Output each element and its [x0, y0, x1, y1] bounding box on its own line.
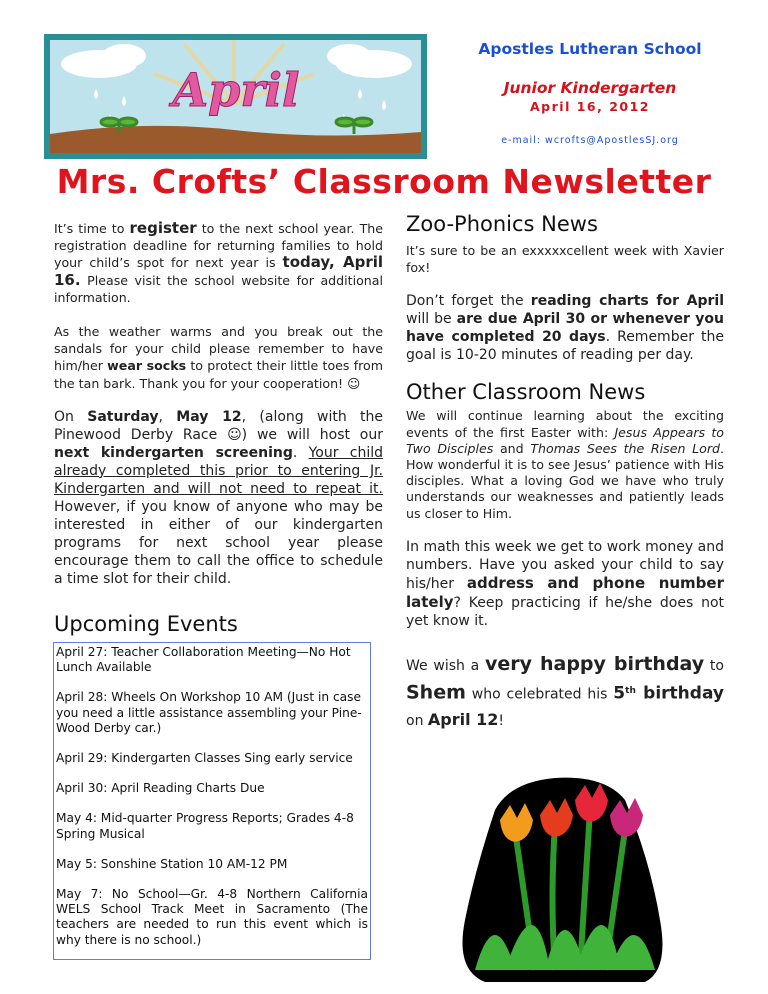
april-banner [44, 34, 427, 159]
birthday-paragraph: We wish a very happy birthday to Shem who celebrated his 5th birthday on April 12! [406, 652, 724, 730]
screening-paragraph: On Saturday, May 12, (along with the Pinewood Derby Race ☺) we will host our next kindergarten screening. Your child already completed this prior to entering Jr. Kindergarten and will not need to repeat it. However, if you know of anyone who may be interested in either of our kindergarten programs for next school year please encourage them to call the office to schedule a time slot for their child. [54, 408, 384, 587]
other-news-heading: Other Classroom News [406, 380, 646, 405]
event-item: April 29: Kindergarten Classes Sing early service [56, 751, 353, 766]
events-box [53, 642, 371, 960]
event-item: April 27: Teacher Collaboration Meeting—No Hot Lunch Available [56, 645, 351, 675]
svg-text:April: April [172, 63, 300, 117]
zoo-paragraph-2: Don’t forget the reading charts for April will be are due April 30 or whenever you have completed 20 days. Remember the goal is 10-20 minutes of reading per day. [406, 293, 725, 364]
newsletter-title: Mrs. Crofts’ Classroom Newsletter [56, 162, 712, 201]
email-address[interactable]: e-mail: wcrofts@ApostlesSJ.org [501, 135, 679, 146]
newsletter-date: April 16, 2012 [530, 99, 650, 114]
tulips-illustration [455, 770, 670, 985]
zoo-phonics-heading: Zoo-Phonics News [406, 212, 598, 236]
school-name: Apostles Lutheran School [478, 40, 702, 58]
event-item: May 4: Mid-quarter Progress Reports; Grades 4-8 Spring Musical [56, 811, 354, 841]
event-item: May 7: No School—Gr. 4-8 Northern California WELS School Track Meet in Sacramento (The teachers are needed to run this event which is why there is no school.) [56, 887, 368, 947]
registration-paragraph: It’s time to register to the next school year. The registration deadline for returning families to hold your child’s spot for next year is today, April 16. Please visit the school website for additional information. [54, 219, 384, 305]
right-column [406, 212, 724, 734]
left-column [54, 220, 383, 588]
event-item: May 5: Sonshine Station 10 AM-12 PM [56, 856, 288, 871]
class-name: Junior Kindergarten [503, 79, 677, 97]
math-paragraph: In math this week we get to work money and numbers. Have you asked your child to say his/her address and phone number lately? Keep practicing if he/she does not yet know it. [406, 538, 724, 629]
upcoming-events-heading: Upcoming Events [54, 612, 238, 636]
easter-paragraph: We will continue learning about the exciting events of the first Easter with: Jesus Appears to Two Disciples and Thomas Sees the Risen Lord. How wonderful it is to see Jesus’ patience with His disciples. What a loving God we have who truly understands our weaknesses and patiently leads us closer to Him. [406, 408, 725, 521]
event-item: April 28: Wheels On Workshop 10 AM (Just in case you need a little assistance assembling your Pine-Wood Derby car.) [56, 690, 362, 735]
zoo-paragraph-1: It’s sure to be an exxxxxcellent week with Xavier fox! [406, 243, 724, 276]
event-item: April 30: April Reading Charts Due [56, 781, 265, 796]
socks-paragraph: As the weather warms and you break out the sandals for your child please remember to have him/her wear socks to protect their little toes from the tan bark. Thank you for your cooperation! ☺ [54, 324, 383, 391]
